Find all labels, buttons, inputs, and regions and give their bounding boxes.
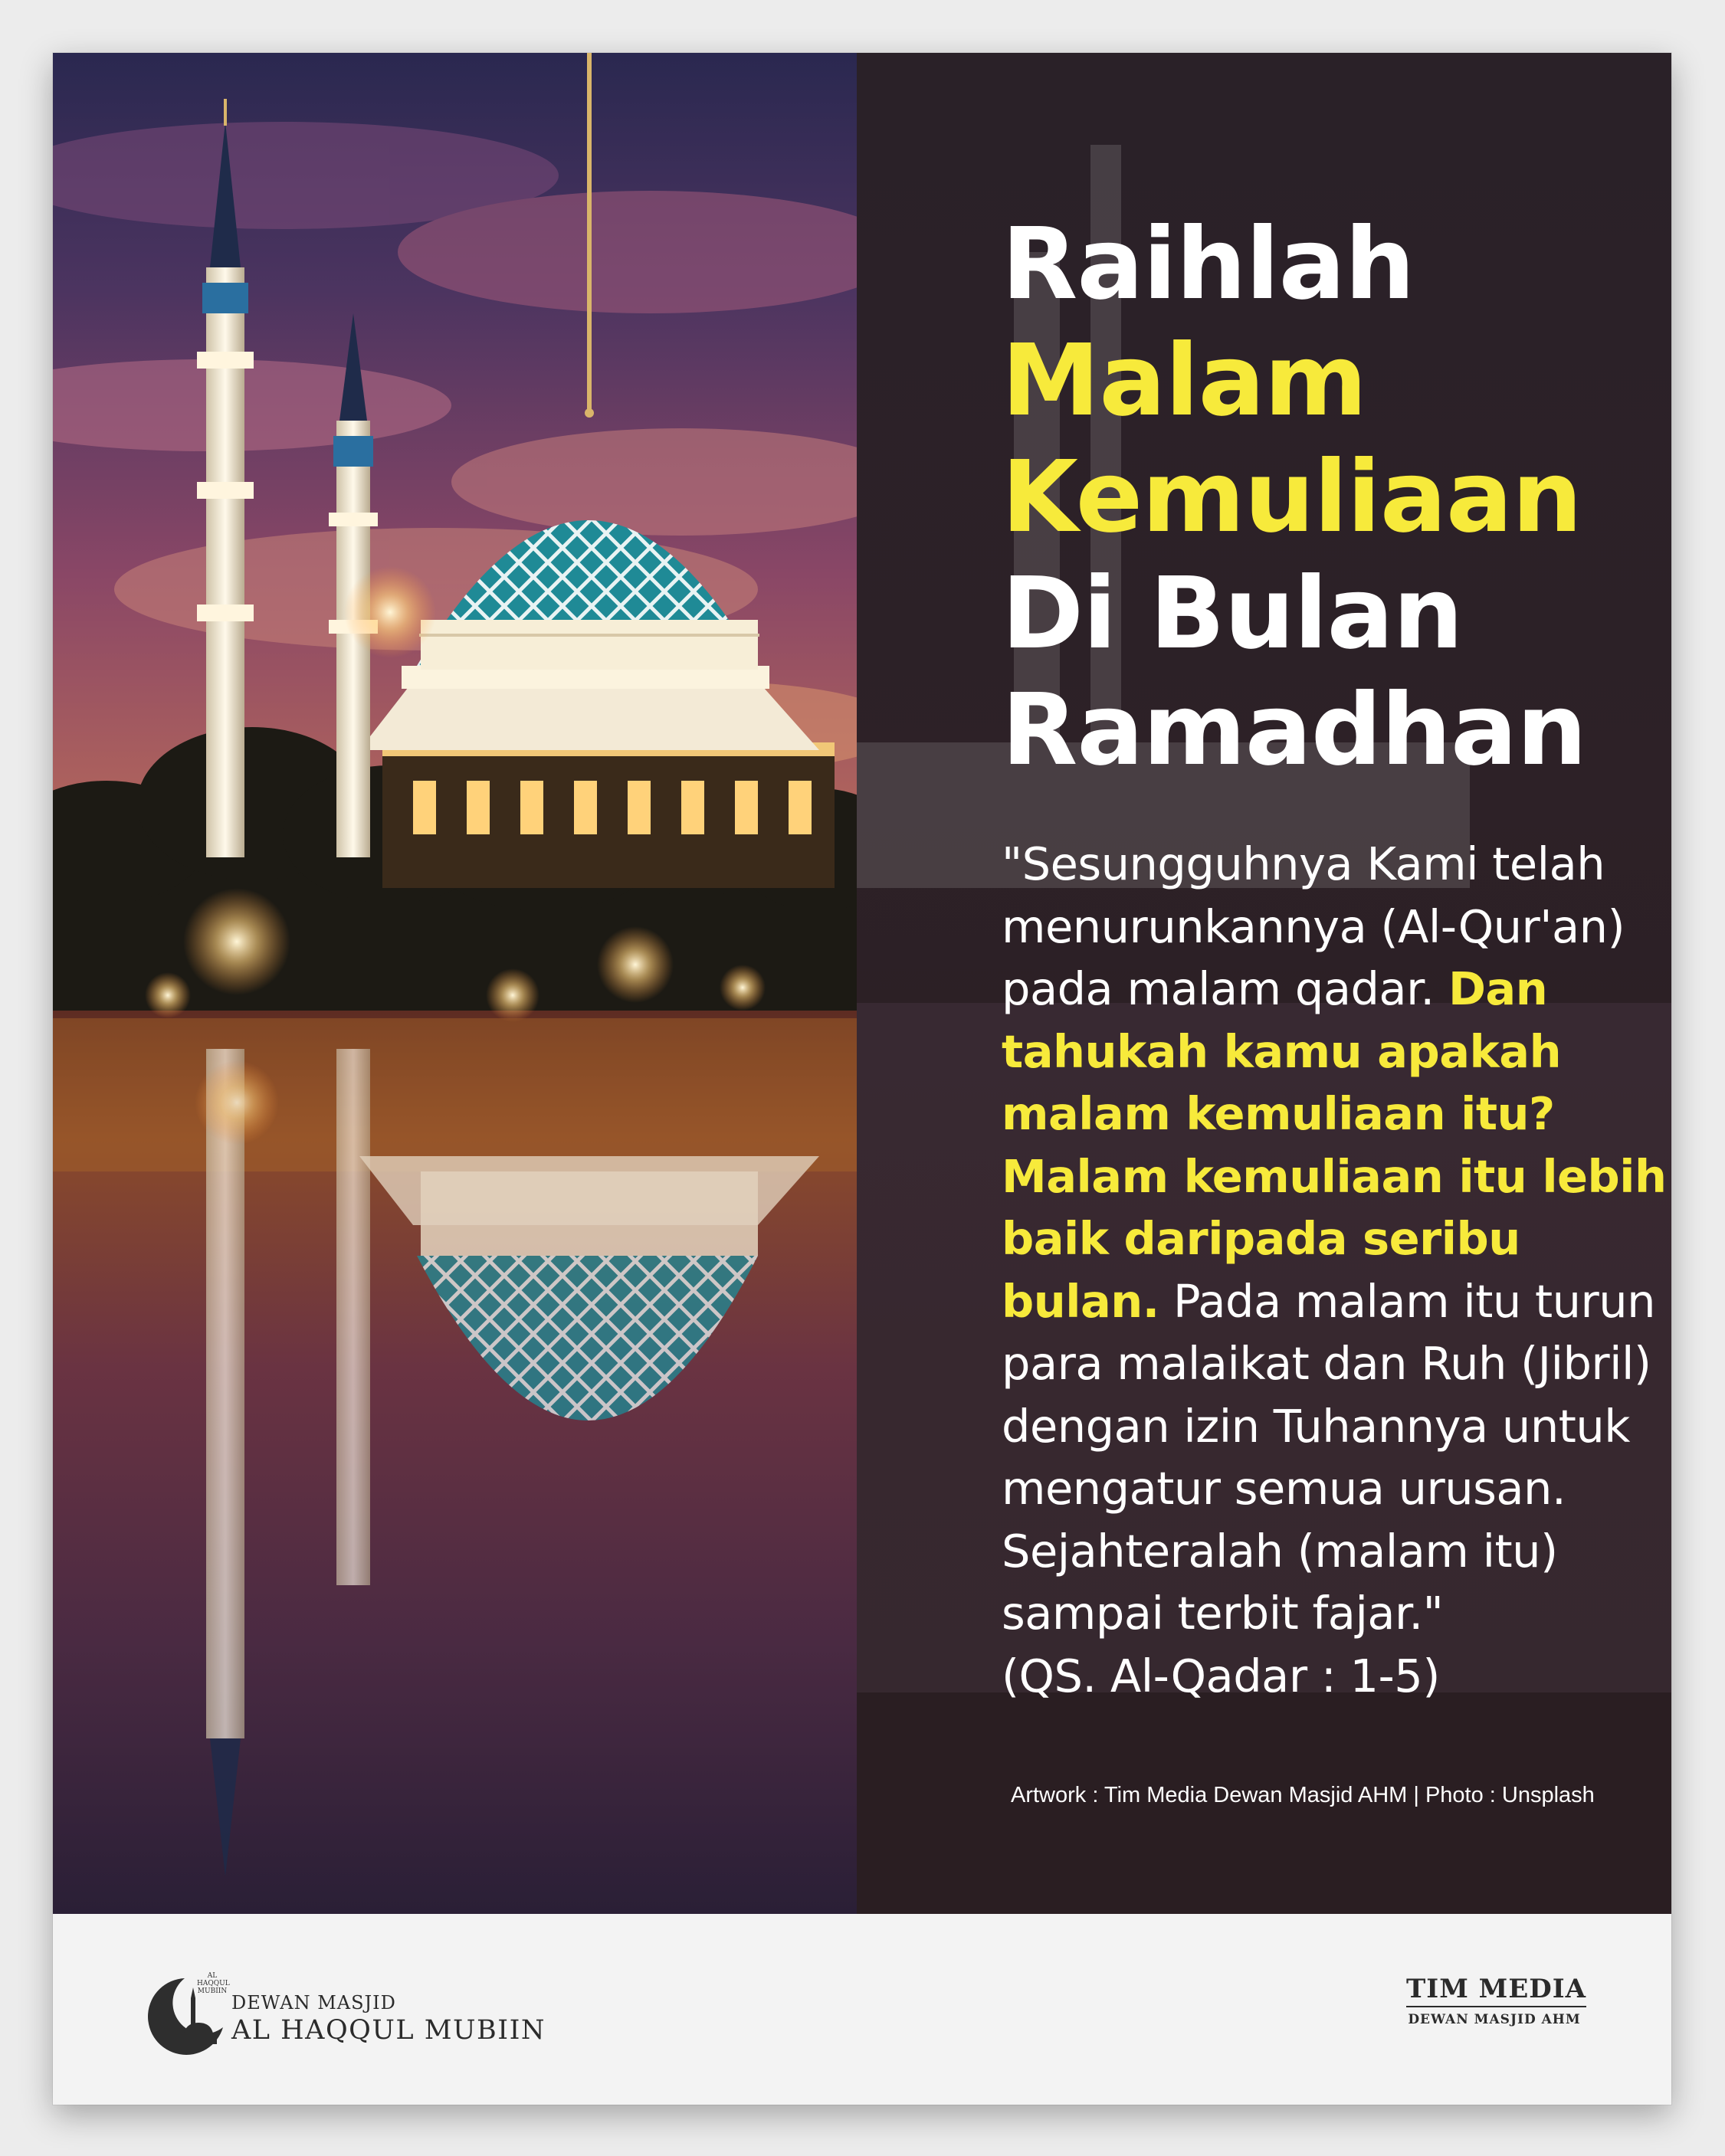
headline-line-3: Kemuliaan <box>1002 440 1582 555</box>
logo-small-text: AL HAQQUL MUBIIN <box>197 1972 230 1995</box>
mosque-photo <box>53 53 857 1914</box>
headline-line-2: Malam <box>1002 323 1367 438</box>
quran-quote <box>1002 833 1668 1707</box>
credit-line: Artwork : Tim Media Dewan Masjid AHM | Photo : Unsplash <box>1011 1783 1595 1807</box>
org-name: AL HAQQUL MUBIIN <box>231 2015 546 2046</box>
headline-line-5: Ramadhan <box>1002 673 1586 788</box>
dewan-masjid-logo <box>137 1968 546 2059</box>
text-panel <box>857 53 1671 1914</box>
quote-reference: (QS. Al-Qadar : 1-5) <box>1002 1649 1440 1702</box>
headline <box>1002 206 1586 788</box>
mosque-lake-illustration <box>53 53 857 1914</box>
tim-media-subtitle: DEWAN MASJID AHM <box>1408 2012 1581 2027</box>
headline-line-1: Raihlah <box>1002 207 1415 322</box>
poster-card <box>53 53 1671 2105</box>
footer <box>53 1914 1671 2105</box>
quote-part-2: Pada malam itu turun para malaikat dan Ruh (Jibril) dengan izin Tuhannya untuk mengatur semua urusan. Sejahteralah (malam itu) sampai terbit fajar." <box>1002 1274 1656 1640</box>
org-subtitle: DEWAN MASJID <box>231 1992 396 2013</box>
tim-media-logo <box>1406 1974 1586 2035</box>
headline-line-4: Di Bulan <box>1002 556 1463 671</box>
quote-highlight: Dan tahukah kamu apakah malam kemuliaan itu? Malam kemuliaan itu lebih baik daripada seribu bulan. <box>1002 962 1667 1328</box>
tim-media-title: TIM MEDIA <box>1406 1974 1586 2007</box>
quote-part-1: "Sesungguhnya Kami telah menurunkannya (Al-Qur'an) pada malam qadar. <box>1002 837 1625 1015</box>
